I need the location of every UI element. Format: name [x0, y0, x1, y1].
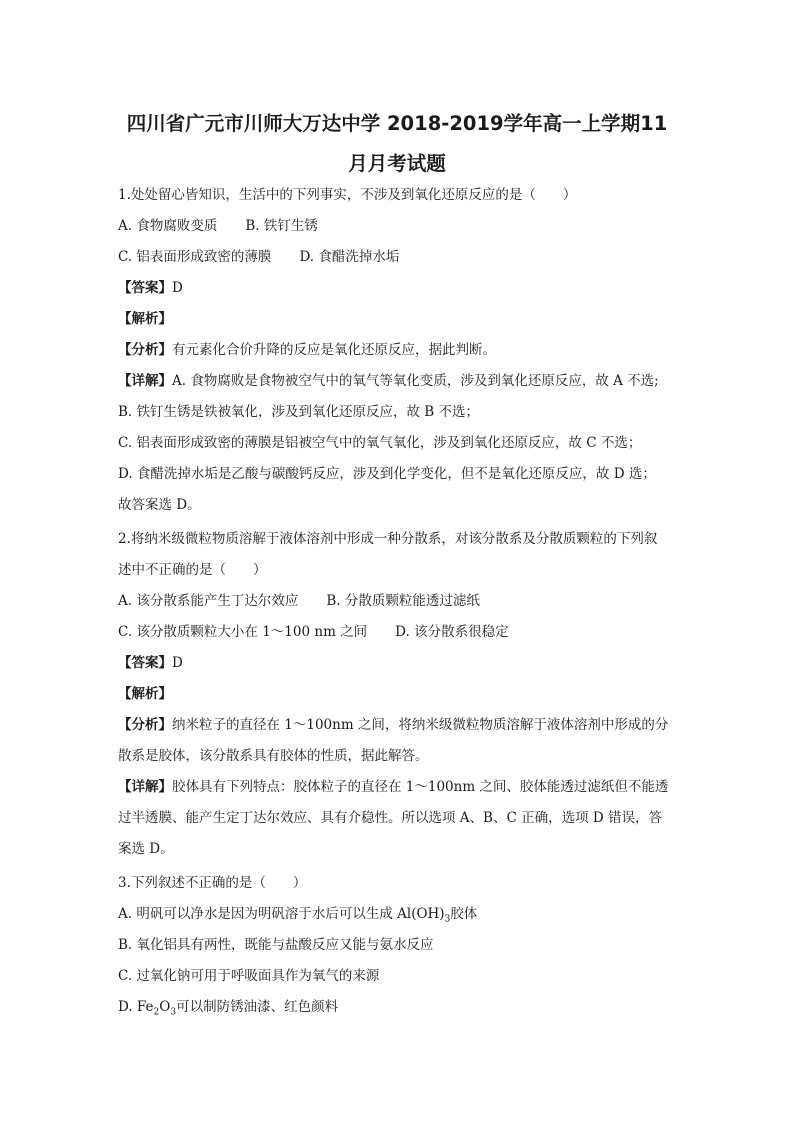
- q3-stem: 3.下列叙述不正确的是（ ）: [118, 875, 307, 891]
- q2-option-d: D. 该分散系很稳定: [395, 624, 509, 640]
- q2-options-cd: [118, 621, 678, 643]
- q3-option-d-text: 可以制防锈油漆、红色颜料: [176, 999, 339, 1015]
- q1-detail-d: D. 食醋洗掉水垢是乙酸与碳酸钙反应，涉及到化学变化，但不是氧化还原反应，故 D 选；: [118, 466, 656, 482]
- q2-answer-value: D: [172, 655, 183, 671]
- q2-fenxi-line-2: 散系是胶体，该分散系具有胶体的性质，据此解答。: [118, 748, 429, 764]
- q1-stem: 1.处处留心皆知识，生活中的下列事实，不涉及到氧化还原反应的是（ ）: [118, 187, 577, 203]
- q3-option-a-suffix: 胶体: [450, 906, 478, 922]
- q2-xiangjie-tag: 【详解】: [118, 779, 172, 795]
- q1-answer-tag: 【答案】: [118, 280, 172, 296]
- q1-fenxi-tag: 【分析】: [118, 342, 172, 358]
- q2-analysis-label: 【解析】: [118, 686, 172, 702]
- q1-option-b: B. 铁钉生锈: [245, 218, 318, 234]
- document-title-line-1: 四川省广元市川师大万达中学 2018-2019学年高一上学期11: [126, 112, 668, 135]
- q1-detail-b: B. 铁钉生锈是铁被氧化，涉及到氧化还原反应，故 B 不选；: [118, 404, 480, 420]
- q1-answer-value: D: [172, 280, 183, 296]
- q2-fenxi-tag: 【分析】: [118, 717, 172, 733]
- q1-answer: [118, 277, 678, 299]
- q1-option-a: A. 食物腐败变质: [118, 218, 218, 234]
- q3-option-d-sub-1: 2: [153, 1007, 160, 1018]
- document-title-line-2: 月月考试题: [348, 152, 446, 175]
- q2-answer: [118, 652, 678, 674]
- q2-stem-line-2: 述中不正确的是（ ）: [118, 562, 267, 578]
- q2-option-c: C. 该分散质颗粒大小在 1～100 nm 之间: [118, 624, 368, 640]
- q1-xiangjie-tag: 【详解】: [118, 373, 172, 389]
- q2-detail-text-1: 胶体具有下列特点：胶体粒子的直径在 1～100nm 之间、胶体能透过滤纸但不能透: [172, 779, 669, 795]
- q1-fenxi-text: 有元素化合价升降的反应是氧化还原反应，据此判断。: [172, 342, 496, 358]
- q1-analysis-tag: [118, 308, 678, 330]
- q3-option-c: C. 过氧化钠可用于呼吸面具作为氧气的来源: [118, 968, 380, 984]
- q2-stem-line-1: 2.将纳米级微粒物质溶解于液体溶剂中形成一种分散系，对该分散系及分散质颗粒的下列叙: [118, 531, 658, 547]
- q1-option-c: C. 铝表面形成致密的薄膜: [118, 249, 272, 265]
- q1-fenxi: [118, 339, 678, 361]
- q1-conclusion: 故答案选 D。: [118, 497, 201, 513]
- q1-analysis-label: 【解析】: [118, 311, 172, 327]
- q2-answer-tag: 【答案】: [118, 655, 172, 671]
- q1-option-d: D. 食醋洗掉水垢: [299, 249, 400, 265]
- q2-options-ab: [118, 590, 678, 612]
- q2-detail-line-2: 过半透膜、能产生定丁达尔效应、具有介稳性。所以选项 A、B、C 正确，选项 D 错误，答: [118, 810, 662, 826]
- q2-option-b: B. 分散质颗粒能透过滤纸: [326, 593, 480, 609]
- q1-detail-a: [118, 370, 678, 392]
- q3-option-d-sub-2: 3: [170, 1007, 177, 1018]
- q3-option-a: [118, 903, 678, 925]
- q2-option-a: A. 该分散系能产生丁达尔效应: [118, 593, 299, 609]
- q3-option-d-mid: O: [159, 999, 171, 1015]
- q1-options-cd: [118, 246, 678, 268]
- q3-option-d-prefix: D. Fe: [118, 999, 154, 1015]
- q1-detail-c: C. 铝表面形成致密的薄膜是铝被空气中的氧气氧化，涉及到氧化还原反应，故 C 不选；: [118, 435, 642, 451]
- q1-detail-a-text: A. 食物腐败是食物被空气中的氧气等氧化变质，涉及到氧化还原反应，故 A 不选;: [172, 373, 659, 389]
- q2-detail-line-1: [118, 776, 678, 798]
- q1-options-ab: [118, 215, 678, 237]
- q3-option-d: [118, 996, 678, 1018]
- q2-analysis-tag: [118, 683, 678, 705]
- q2-fenxi-text-1: 纳米粒子的直径在 1～100nm 之间，将纳米级微粒物质溶解于液体溶剂中形成的分: [172, 717, 669, 733]
- q3-option-a-subscript: 3: [444, 914, 451, 925]
- q2-fenxi-line-1: [118, 714, 678, 736]
- q2-detail-line-3: 案选 D。: [118, 841, 174, 857]
- q3-option-b: B. 氧化铝具有两性，既能与盐酸反应又能与氨水反应: [118, 937, 434, 953]
- q3-option-a-text: A. 明矾可以净水是因为明矾溶于水后可以生成 Al(OH): [118, 906, 445, 922]
